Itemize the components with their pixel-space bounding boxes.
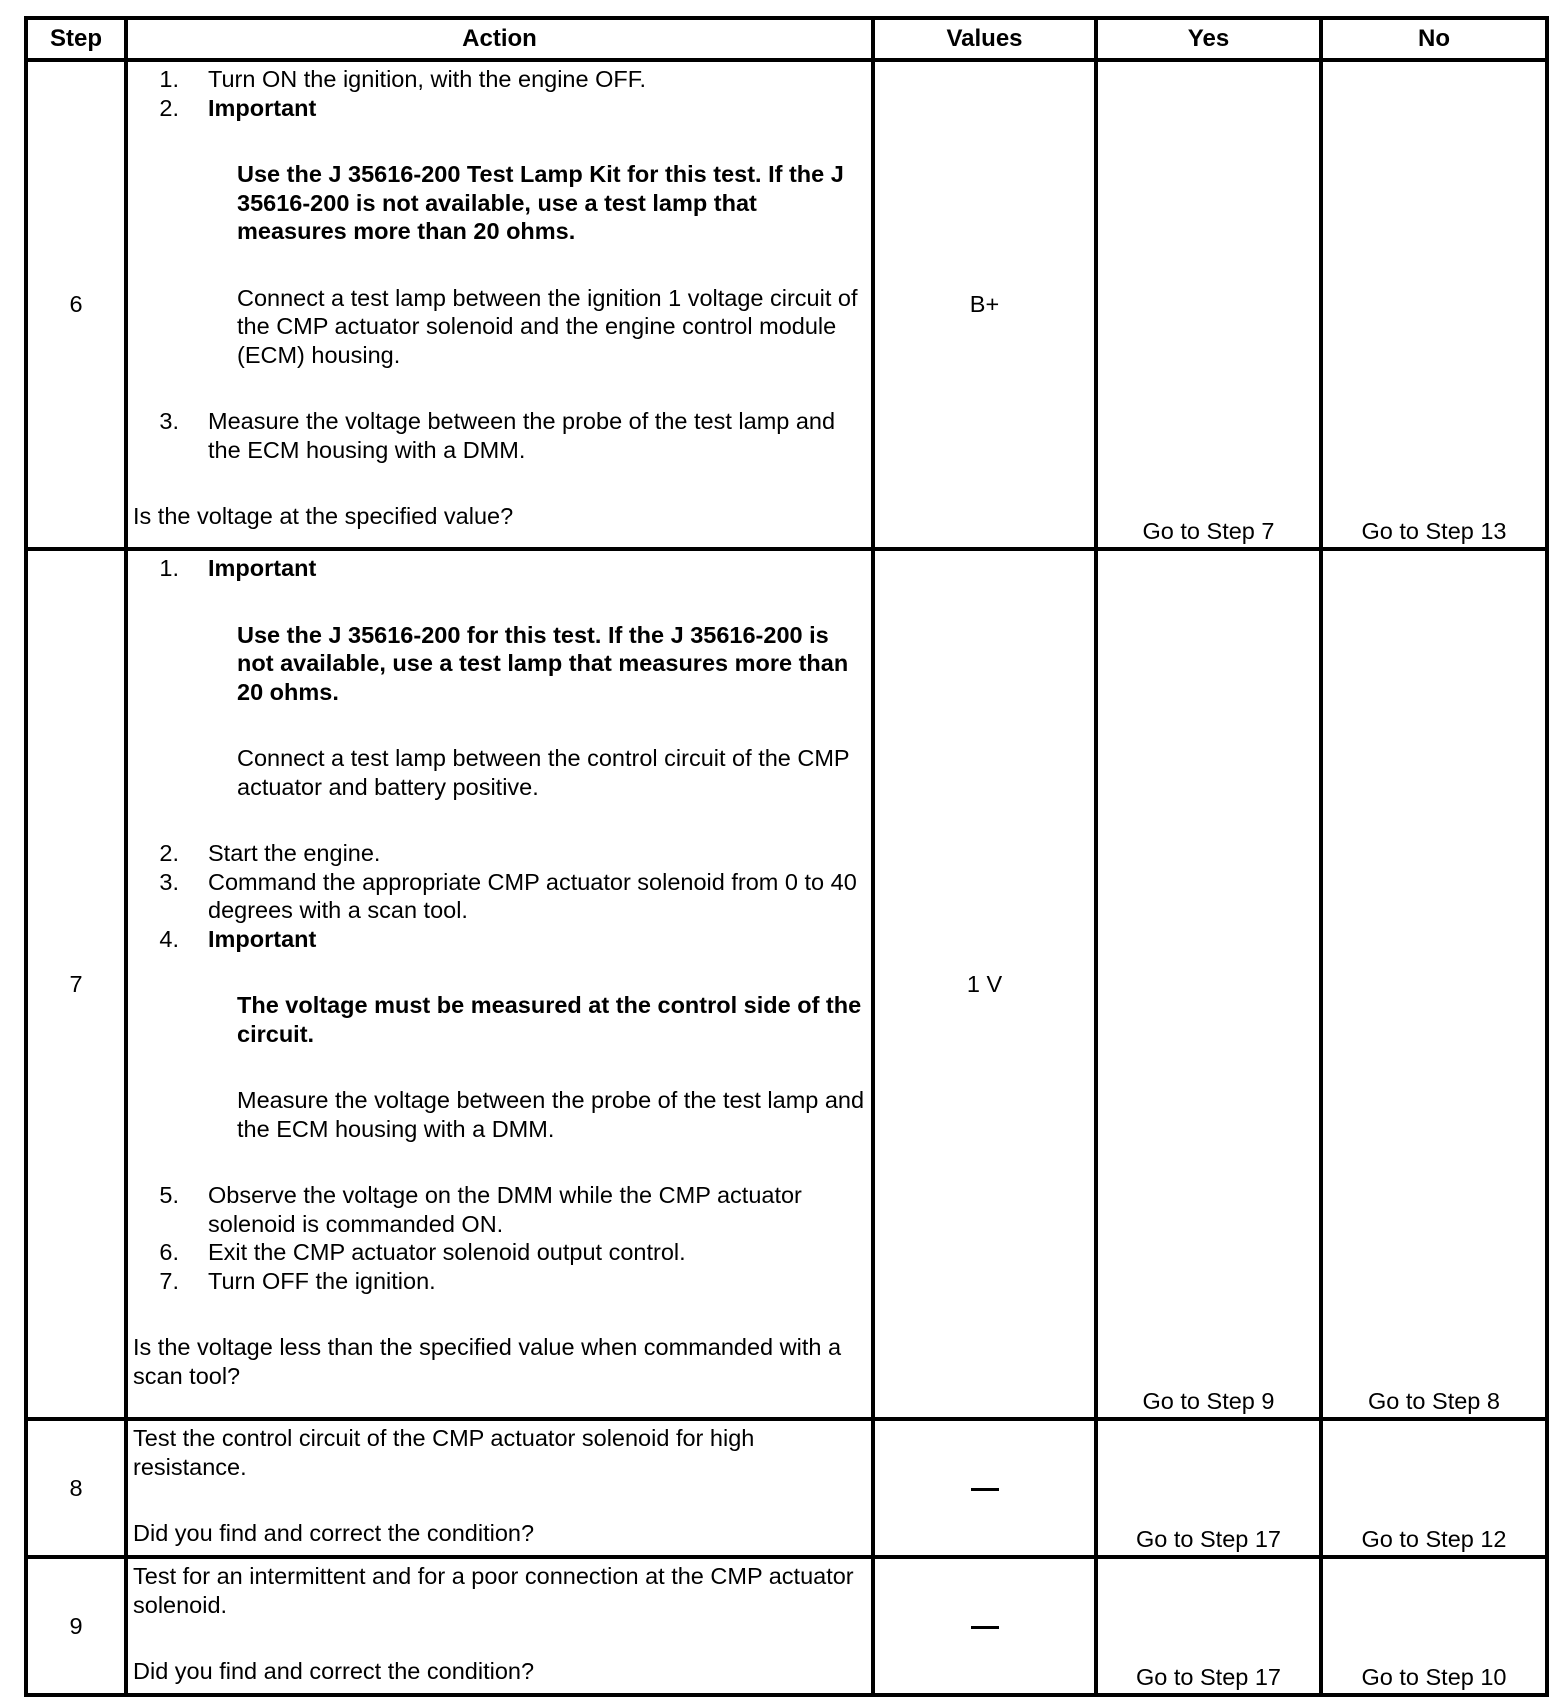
value-cell: 1 V xyxy=(873,549,1096,1419)
list-item xyxy=(133,1267,867,1296)
item-text: Test for an intermittent and for a poor connection at the CMP actuator solenoid. xyxy=(133,1563,854,1618)
list-item xyxy=(133,839,867,868)
item-text: Turn ON the ignition, with the engine OFF. xyxy=(208,66,647,92)
yes-cell: Go to Step 17 xyxy=(1096,1557,1321,1695)
table-row-step-6 xyxy=(26,60,1547,549)
action-cell xyxy=(126,60,873,549)
header-no: No xyxy=(1321,18,1547,60)
header-values: Values xyxy=(873,18,1096,60)
no-cell: Go to Step 10 xyxy=(1321,1557,1547,1695)
table-row-step-9 xyxy=(26,1557,1547,1695)
item-text: Connect a test lamp between the ignition 1 voltage circuit of the CMP actuator solenoid and the engine control module (ECM) housing. xyxy=(237,284,858,368)
header-row xyxy=(26,18,1547,60)
no-cell: Go to Step 8 xyxy=(1321,549,1547,1419)
question: Did you find and correct the condition? xyxy=(133,1520,535,1546)
value-cell xyxy=(873,1419,1096,1557)
item-text: Start the engine. xyxy=(208,840,381,866)
important-title: Important xyxy=(208,925,317,952)
em-dash-value xyxy=(971,1626,999,1629)
header-step: Step xyxy=(26,18,126,60)
item-number: 1. xyxy=(159,555,179,581)
question: Is the voltage less than the specified value when commanded with a scan tool? xyxy=(133,1334,842,1389)
step-number: 6 xyxy=(26,60,126,549)
yes-cell: Go to Step 9 xyxy=(1096,549,1321,1419)
important-note: Use the J 35616-200 Test Lamp Kit for this test. If the J 35616-200 is not available, use a test lamp that measures more than 20 ohms. xyxy=(237,161,844,244)
item-number: 2. xyxy=(159,94,179,121)
step-number: 8 xyxy=(26,1419,126,1557)
item-text: Observe the voltage on the DMM while the CMP actuator solenoid is commanded ON. xyxy=(208,1182,802,1237)
diagnostic-table xyxy=(24,16,1549,1697)
list-item xyxy=(133,554,867,583)
header-action: Action xyxy=(126,18,873,60)
item-number: 3. xyxy=(159,408,179,434)
step-number: 7 xyxy=(26,549,126,1419)
item-number: 7. xyxy=(159,1267,179,1294)
item-text: Measure the voltage between the probe of the test lamp and the ECM housing with a DMM. xyxy=(237,1087,865,1142)
item-text: Test the control circuit of the CMP actuator solenoid for high resistance. xyxy=(133,1425,755,1480)
yes-cell: Go to Step 7 xyxy=(1096,60,1321,549)
item-number: 5. xyxy=(159,1182,179,1208)
list-item xyxy=(133,1181,867,1238)
item-number: 1. xyxy=(159,66,179,92)
item-text: Command the appropriate CMP actuator solenoid from 0 to 40 degrees with a scan tool. xyxy=(208,868,857,923)
item-number: 4. xyxy=(159,925,179,952)
item-number: 3. xyxy=(159,868,179,895)
list-item xyxy=(133,407,867,464)
list-item xyxy=(133,94,867,123)
no-cell: Go to Step 13 xyxy=(1321,60,1547,549)
question: Is the voltage at the specified value? xyxy=(133,503,514,529)
action-cell xyxy=(126,1557,873,1695)
value-cell: B+ xyxy=(873,60,1096,549)
important-note: Use the J 35616-200 for this test. If the J 35616-200 is not available, use a test lamp that measures more than 20 ohms. xyxy=(237,621,849,705)
action-cell xyxy=(126,1419,873,1557)
item-text: Connect a test lamp between the control circuit of the CMP actuator and battery positive. xyxy=(237,745,850,800)
step-number: 9 xyxy=(26,1557,126,1695)
item-number: 2. xyxy=(159,840,179,866)
no-cell: Go to Step 12 xyxy=(1321,1419,1547,1557)
yes-cell: Go to Step 17 xyxy=(1096,1419,1321,1557)
value-cell xyxy=(873,1557,1096,1695)
header-yes: Yes xyxy=(1096,18,1321,60)
important-title: Important xyxy=(208,94,317,121)
item-text: Measure the voltage between the probe of the test lamp and the ECM housing with a DMM. xyxy=(208,408,836,463)
important-note: The voltage must be measured at the control side of the circuit. xyxy=(237,992,862,1047)
question: Did you find and correct the condition? xyxy=(133,1658,535,1684)
list-item xyxy=(133,65,867,94)
important-title: Important xyxy=(208,555,317,581)
list-item xyxy=(133,868,867,925)
table-row-step-7 xyxy=(26,549,1547,1419)
em-dash-value xyxy=(971,1488,999,1491)
item-number: 6. xyxy=(159,1239,179,1265)
list-item xyxy=(133,1238,867,1267)
action-cell xyxy=(126,549,873,1419)
list-item xyxy=(133,925,867,954)
table-row-step-8 xyxy=(26,1419,1547,1557)
item-text: Exit the CMP actuator solenoid output control. xyxy=(208,1239,686,1265)
item-text: Turn OFF the ignition. xyxy=(208,1267,436,1294)
